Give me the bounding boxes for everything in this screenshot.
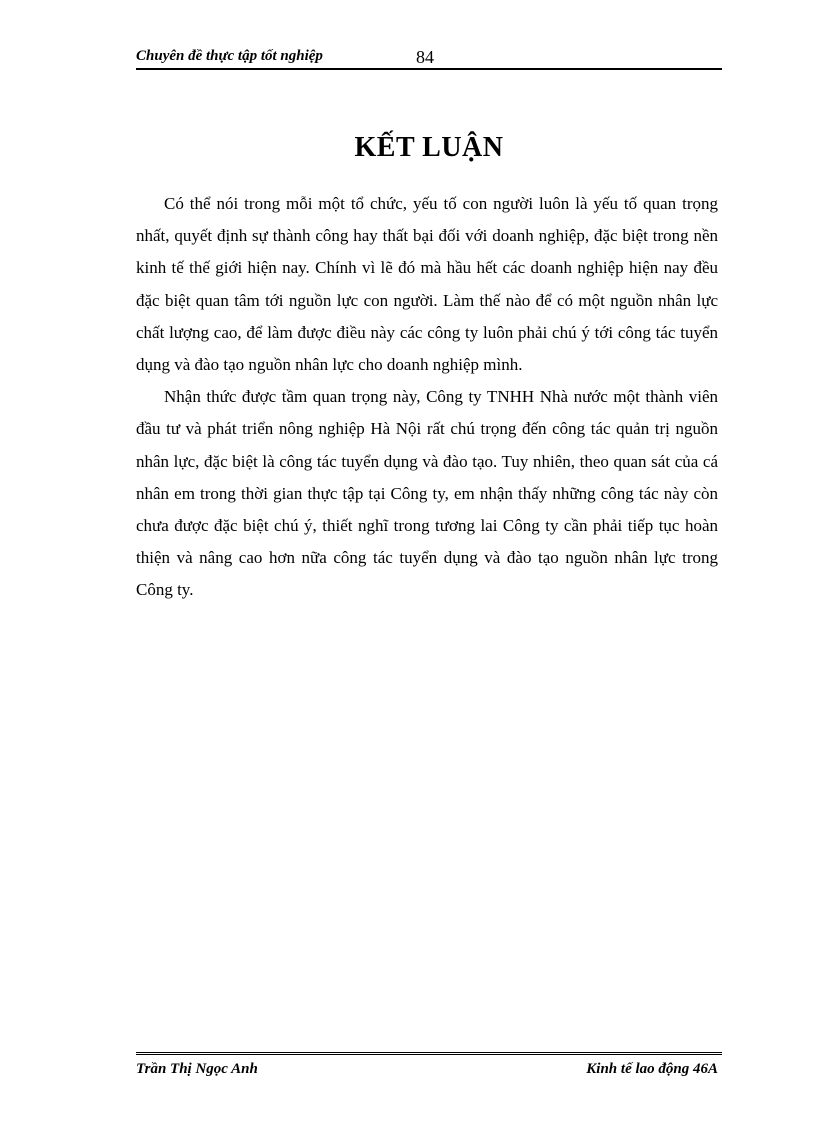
page-title: KẾT LUẬN (354, 132, 504, 163)
page-number: 84 (416, 47, 434, 67)
body-text (136, 188, 718, 607)
page-header (136, 46, 722, 70)
paragraph-2: Nhận thức được tầm quan trọng này, Công ty TNHH Nhà nước một thành viên đầu tư và phát triển nông nghiệp Hà Nội rất chú trọng đến công tác quản trị nguồn nhân lực, đặc biệt là công tác tuyển dụng và đào tạo. Tuy nhiên, theo quan sát của cá nhân em trong thời gian thực tập tại Công ty, em nhận thấy những công tác này còn chưa được đặc biệt chú ý, thiết nghĩ trong tương lai Công ty cần phải tiếp tục hoàn thiện và nâng cao hơn nữa công tác tuyển dụng và đào tạo nguồn nhân lực trong Công ty. (136, 387, 718, 600)
page-footer (136, 1052, 722, 1089)
footer-author: Trần Thị Ngọc Anh (136, 1061, 258, 1077)
footer-class: Kinh tế lao động 46A (586, 1061, 718, 1077)
paragraph-1: Có thể nói trong mỗi một tổ chức, yếu tố con người luôn là yếu tố quan trọng nhất, quyết định sự thành công hay thất bại đối với doanh nghiệp, đặc biệt trong nền kinh tế thế giới hiện nay. Chính vì lẽ đó mà hầu hết các doanh nghiệp hiện nay đều đặc biệt quan tâm tới nguồn lực con người. Làm thế nào để có một nguồn nhân lực chất lượng cao, để làm được điều này các công ty luôn phải chú ý tới công tác tuyển dụng và đào tạo nguồn nhân lực cho doanh nghiệp mình. (136, 194, 718, 375)
header-document-title: Chuyên đề thực tập tốt nghiệp (136, 48, 323, 64)
